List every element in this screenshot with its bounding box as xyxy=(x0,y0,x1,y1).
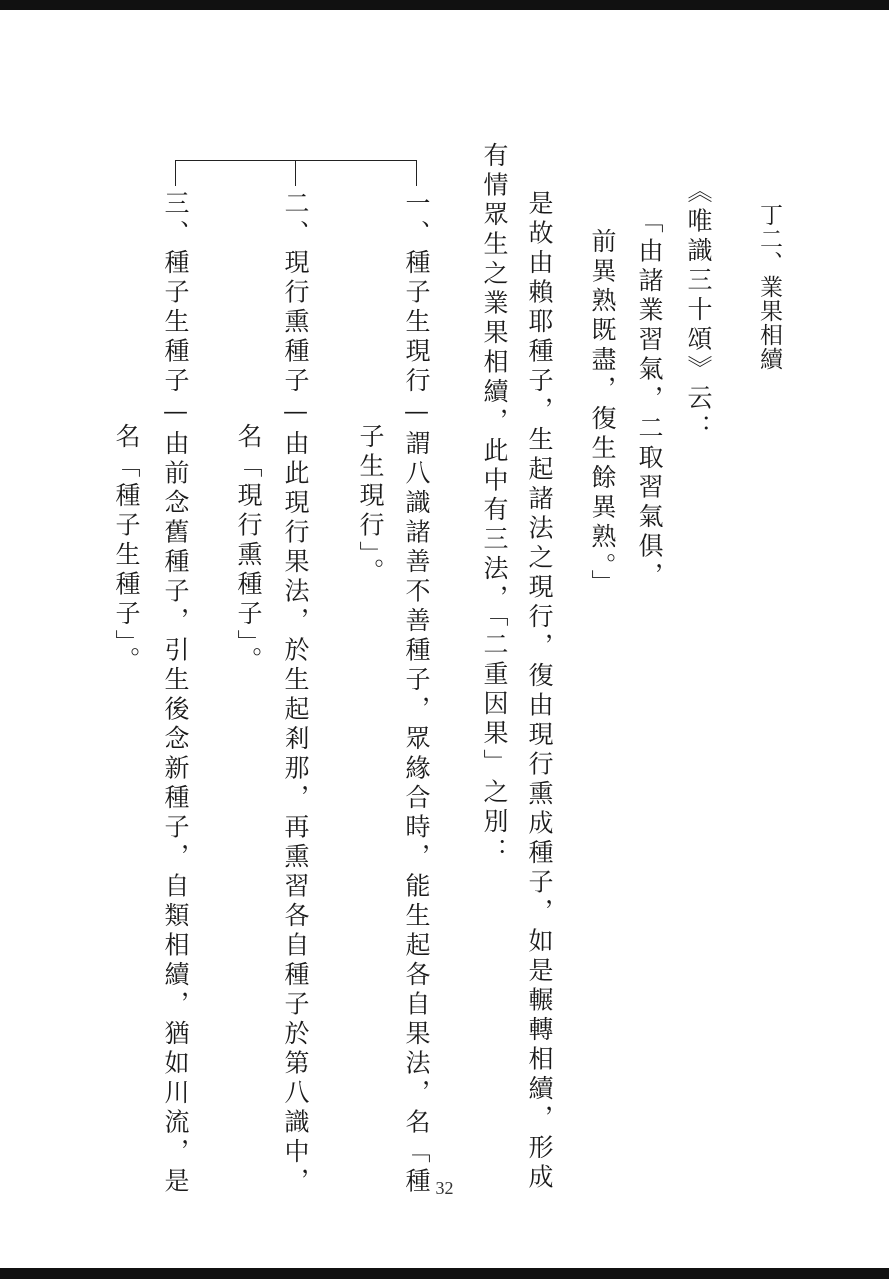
bracket-line xyxy=(175,160,417,161)
item-2-line-1: 二、現行熏種子—由此現行果法，於生起剎那，再熏習各自種子於第八識中， xyxy=(281,190,310,1197)
item-3-line-2: 名「種子生種子」。 xyxy=(112,423,141,676)
bracket-tick-1 xyxy=(416,160,417,186)
top-border xyxy=(0,0,889,10)
item-1-line-1: 一、種子生現行—謂八識諸善不善種子，眾緣合時，能生起各自果法，名「種 xyxy=(402,190,431,1197)
paragraph-line-2: 有情眾生之業果相續，此中有三法，「二重因果」之別： xyxy=(480,142,509,867)
verse-line-1: 「由諸業習氣，二取習氣俱， xyxy=(635,208,664,592)
verse-line-2: 前異熟既盡，復生餘異熟。」 xyxy=(588,228,617,599)
page-number: 32 xyxy=(435,1178,454,1198)
bracket-tick-2 xyxy=(295,160,296,186)
bracket-tick-3 xyxy=(175,160,176,186)
quote-source: 《唯識三十頌》云： xyxy=(684,178,713,444)
section-title: 丁二、業果相續 xyxy=(756,203,782,371)
item-1-line-2: 子生現行」。 xyxy=(356,423,385,588)
item-3-line-1: 三、種子生種子—由前念舊種子，引生後念新種子，自類相續，猶如川流，是 xyxy=(161,190,190,1197)
item-2-line-2: 名「現行熏種子」。 xyxy=(234,423,263,676)
bottom-border xyxy=(0,1268,889,1279)
paragraph-line-1: 是故由賴耶種子，生起諸法之現行，復由現行熏成種子，如是輾轉相續，形成 xyxy=(525,190,554,1193)
